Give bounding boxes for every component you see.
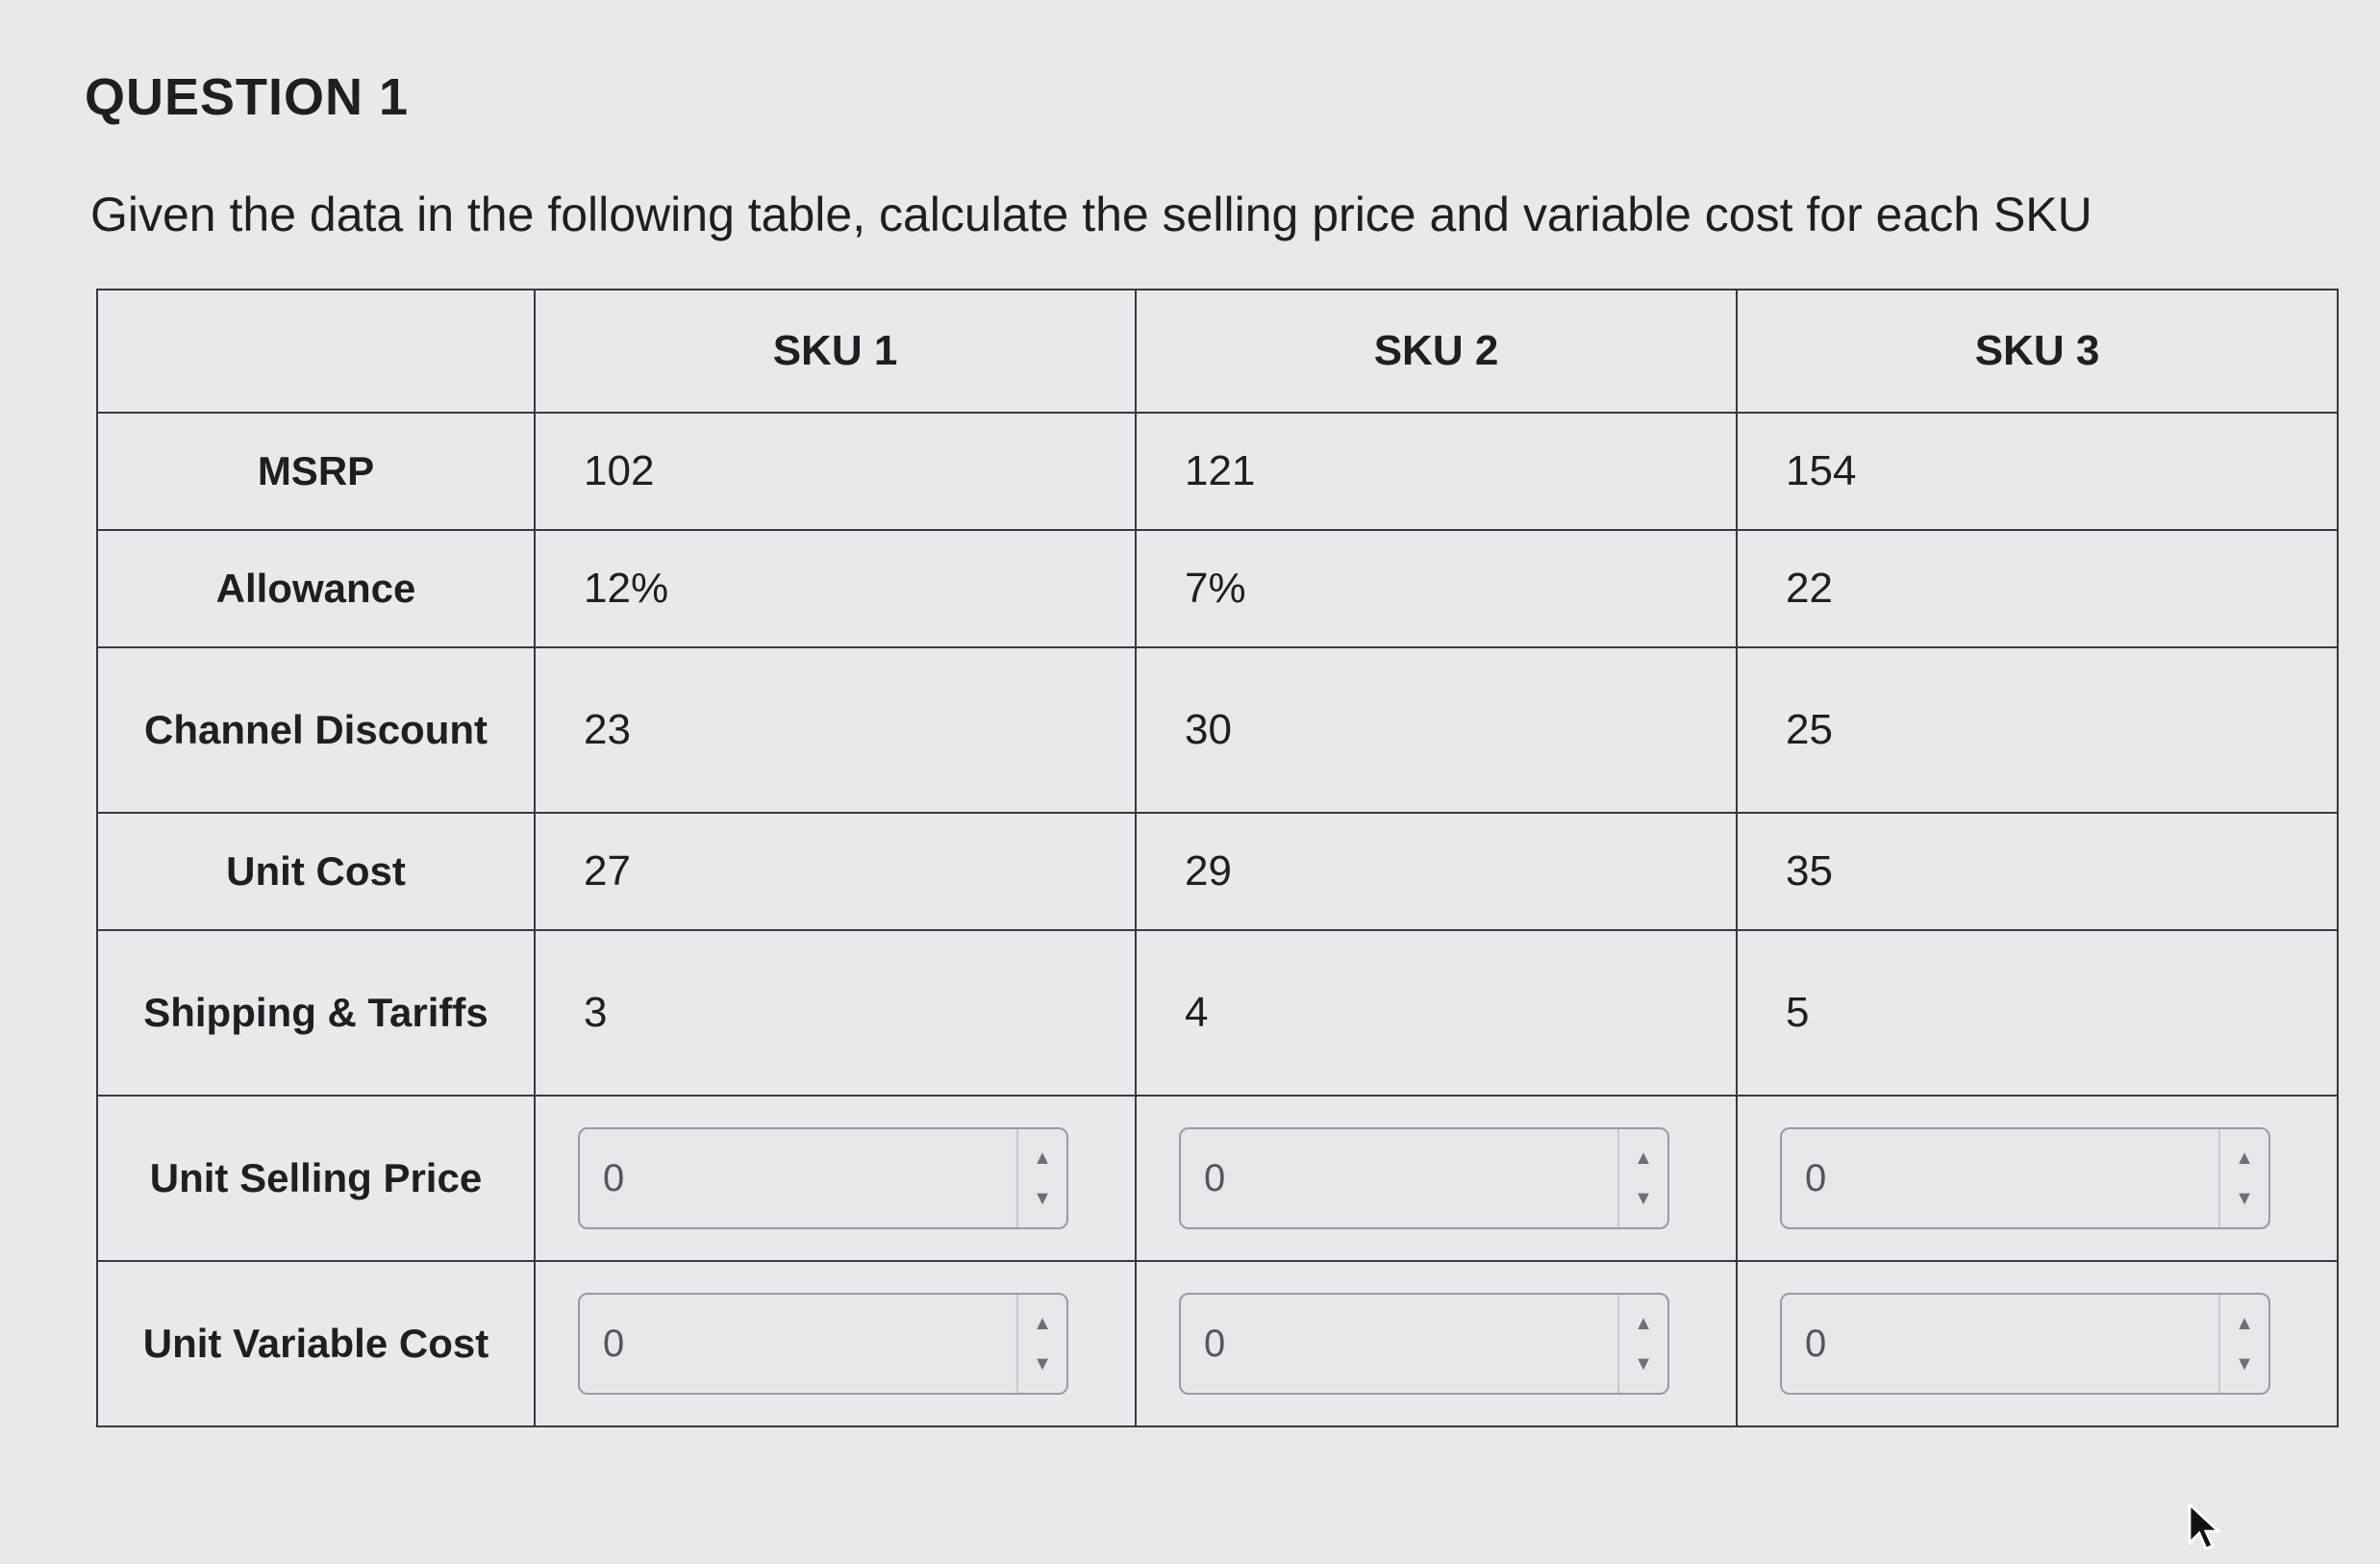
- cell-value: 29: [1136, 813, 1737, 930]
- table-row-msrp: [97, 413, 2338, 530]
- table-row-unit-cost: [97, 813, 2338, 930]
- spin-buttons[interactable]: [1617, 1295, 1667, 1393]
- selling-price-stepper-sku-3[interactable]: [1780, 1127, 2270, 1229]
- cell-value: 30: [1136, 647, 1737, 813]
- input-cell: [1136, 1096, 1737, 1261]
- spin-up-icon[interactable]: ▲: [1033, 1148, 1052, 1169]
- header-sku-1: SKU 1: [535, 290, 1136, 413]
- spin-down-icon[interactable]: ▼: [1033, 1353, 1052, 1375]
- cell-value: 27: [535, 813, 1136, 930]
- cell-value: 12%: [535, 530, 1136, 647]
- selling-price-stepper-sku-2[interactable]: [1179, 1127, 1669, 1229]
- cell-value: 7%: [1136, 530, 1737, 647]
- table-row-channel-discount: [97, 647, 2338, 813]
- spin-up-icon[interactable]: ▲: [2235, 1148, 2254, 1169]
- table-row-unit-selling-price: [97, 1096, 2338, 1261]
- mouse-pointer-icon: [2188, 1502, 2226, 1552]
- input-cell: [1737, 1261, 2338, 1426]
- cell-value: 154: [1737, 413, 2338, 530]
- cell-value: 5: [1737, 930, 2338, 1096]
- variable-cost-stepper-sku-1[interactable]: [578, 1293, 1068, 1395]
- row-label: Shipping & Tariffs: [97, 930, 535, 1096]
- row-label: MSRP: [97, 413, 535, 530]
- spin-up-icon[interactable]: ▲: [1033, 1313, 1052, 1334]
- variable-cost-stepper-sku-3[interactable]: [1780, 1293, 2270, 1395]
- selling-price-input-sku-3[interactable]: [1782, 1129, 2218, 1227]
- header-sku-3: SKU 3: [1737, 290, 2338, 413]
- question-prompt: Given the data in the following table, calculate the selling price and variable cost for each SKU: [90, 188, 2092, 241]
- spin-buttons[interactable]: [2218, 1129, 2268, 1227]
- table-row-allowance: [97, 530, 2338, 647]
- spin-buttons[interactable]: [2218, 1295, 2268, 1393]
- variable-cost-input-sku-1[interactable]: [580, 1295, 1016, 1393]
- row-label: Allowance: [97, 530, 535, 647]
- spin-buttons[interactable]: [1016, 1295, 1066, 1393]
- header-sku-2: SKU 2: [1136, 290, 1737, 413]
- row-label: Unit Cost: [97, 813, 535, 930]
- spin-down-icon[interactable]: ▼: [1634, 1353, 1653, 1375]
- spin-down-icon[interactable]: ▼: [2235, 1353, 2254, 1375]
- table-row-shipping-tariffs: [97, 930, 2338, 1096]
- input-cell: [1737, 1096, 2338, 1261]
- cell-value: 121: [1136, 413, 1737, 530]
- row-label: Channel Discount: [97, 647, 535, 813]
- sku-data-table: [96, 289, 2339, 1427]
- cell-value: 22: [1737, 530, 2338, 647]
- spin-down-icon[interactable]: ▼: [2235, 1188, 2254, 1209]
- cell-value: 3: [535, 930, 1136, 1096]
- spin-buttons[interactable]: [1016, 1129, 1066, 1227]
- cell-value: 102: [535, 413, 1136, 530]
- selling-price-input-sku-1[interactable]: [580, 1129, 1016, 1227]
- selling-price-input-sku-2[interactable]: [1181, 1129, 1617, 1227]
- table-row-unit-variable-cost: [97, 1261, 2338, 1426]
- spin-up-icon[interactable]: ▲: [1634, 1148, 1653, 1169]
- table-header-row: [97, 290, 2338, 413]
- spin-down-icon[interactable]: ▼: [1634, 1188, 1653, 1209]
- cell-value: 23: [535, 647, 1136, 813]
- variable-cost-input-sku-3[interactable]: [1782, 1295, 2218, 1393]
- spin-down-icon[interactable]: ▼: [1033, 1188, 1052, 1209]
- input-cell: [535, 1261, 1136, 1426]
- cell-value: 25: [1737, 647, 2338, 813]
- spin-buttons[interactable]: [1617, 1129, 1667, 1227]
- input-cell: [1136, 1261, 1737, 1426]
- variable-cost-input-sku-2[interactable]: [1181, 1295, 1617, 1393]
- spin-up-icon[interactable]: ▲: [1634, 1313, 1653, 1334]
- input-cell: [535, 1096, 1136, 1261]
- question-number: QUESTION 1: [85, 68, 410, 126]
- cell-value: 35: [1737, 813, 2338, 930]
- spin-up-icon[interactable]: ▲: [2235, 1313, 2254, 1334]
- row-label: Unit Variable Cost: [97, 1261, 535, 1426]
- row-label: Unit Selling Price: [97, 1096, 535, 1261]
- selling-price-stepper-sku-1[interactable]: [578, 1127, 1068, 1229]
- header-corner: [97, 290, 535, 413]
- variable-cost-stepper-sku-2[interactable]: [1179, 1293, 1669, 1395]
- cell-value: 4: [1136, 930, 1737, 1096]
